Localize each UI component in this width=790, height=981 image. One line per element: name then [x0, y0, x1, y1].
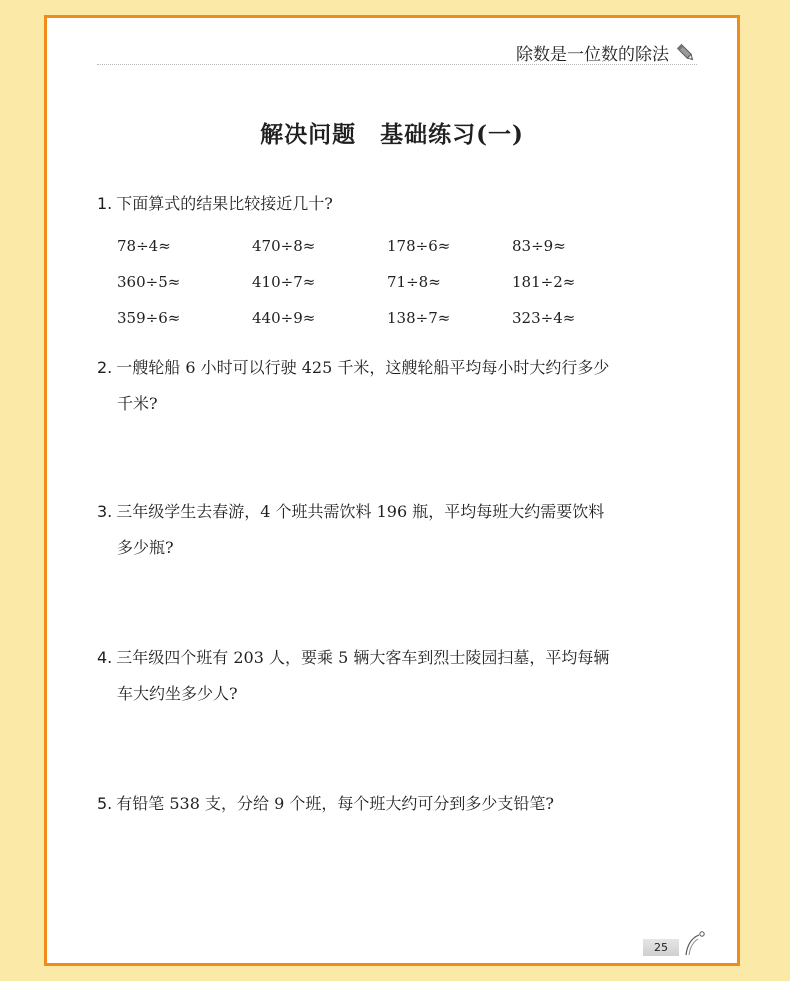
question-text-line2: 车大约坐多少人?: [117, 684, 238, 703]
calc-item: 83÷9≈: [512, 237, 566, 255]
swirl-decoration-icon: [683, 930, 707, 956]
calc-item: 359÷6≈: [117, 309, 181, 327]
calc-item: 178÷6≈: [387, 237, 451, 255]
calc-item: 181÷2≈: [512, 273, 576, 291]
page-title: 解决问题 基础练习(一): [260, 121, 524, 148]
question-3: [97, 494, 604, 566]
question-text-line1: 三年级四个班有 203 人，要乘 5 辆大客车到烈士陵园扫墓，平均每辆: [116, 648, 610, 667]
page-number: 25: [643, 939, 679, 956]
question-number: 1.: [97, 194, 113, 213]
estimation-grid: [117, 228, 632, 336]
chapter-title: 除数是一位数的除法: [516, 45, 669, 65]
chapter-header: [516, 40, 697, 65]
calc-item: 360÷5≈: [117, 273, 181, 291]
question-2: [97, 350, 609, 422]
header-divider: [97, 64, 697, 65]
question-5: [97, 786, 554, 822]
question-text-line2: 千米?: [117, 394, 158, 413]
calc-item: 71÷8≈: [387, 273, 441, 291]
question-text-line2: 多少瓶?: [117, 538, 174, 557]
question-text-line1: 一艘轮船 6 小时可以行驶 425 千米，这艘轮船平均每小时大约行多少: [116, 358, 610, 377]
pencil-icon: [675, 42, 697, 64]
page-frame: [44, 15, 740, 966]
question-4: [97, 640, 609, 712]
question-number: 4.: [97, 648, 113, 667]
question-text-line1: 三年级学生去春游，4 个班共需饮料 196 瓶，平均每班大约需要饮料: [116, 502, 605, 521]
question-number: 2.: [97, 358, 113, 377]
calc-item: 410÷7≈: [252, 273, 316, 291]
calc-item: 470÷8≈: [252, 237, 316, 255]
calc-item: 323÷4≈: [512, 309, 576, 327]
question-text: 下面算式的结果比较接近几十?: [116, 194, 333, 213]
calc-item: 138÷7≈: [387, 309, 451, 327]
question-number: 3.: [97, 502, 113, 521]
calc-item: 440÷9≈: [252, 309, 316, 327]
question-1: [97, 186, 333, 222]
question-number: 5.: [97, 794, 113, 813]
calc-item: 78÷4≈: [117, 237, 171, 255]
question-text: 有铅笔 538 支，分给 9 个班，每个班大约可分到多少支铅笔?: [116, 794, 554, 813]
